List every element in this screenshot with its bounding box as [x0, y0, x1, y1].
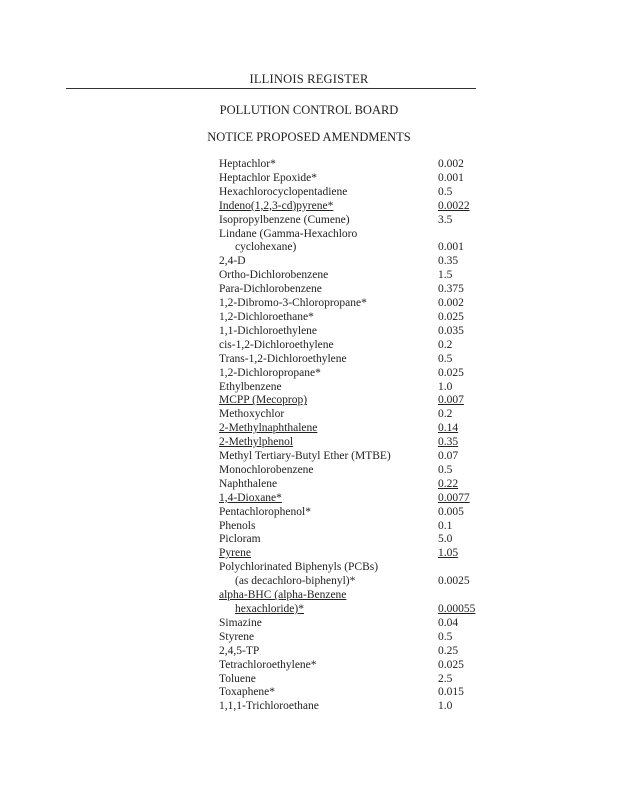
- table-row: [219, 492, 479, 506]
- table-row: [219, 228, 479, 242]
- table-row: [219, 269, 479, 283]
- chemical-value: 0.00055: [438, 603, 476, 615]
- table-row: [219, 255, 479, 269]
- table-row: [219, 506, 479, 520]
- chemical-name: 1,2-Dichloropropane*: [219, 366, 321, 379]
- table-row: [219, 422, 479, 436]
- register-title: ILLINOIS REGISTER: [249, 72, 369, 86]
- table-row: [219, 589, 479, 603]
- chemical-name: 1,4-Dioxane*: [219, 491, 282, 504]
- chemical-name: Heptachlor*: [219, 158, 276, 170]
- chemical-value: 1.0: [438, 700, 453, 713]
- chemical-name: alpha-BHC (alpha-Benzene: [219, 589, 347, 602]
- table-row: [219, 339, 479, 353]
- chemical-name: Isopropylbenzene (Cumene): [219, 213, 350, 226]
- chemical-name: Pyrene: [219, 547, 251, 560]
- standards-table: [219, 158, 479, 714]
- chemical-name: Hexachlorocyclopentadiene: [219, 185, 348, 198]
- chemical-value: 2.5: [438, 672, 453, 685]
- chemical-name: Methoxychlor: [219, 408, 285, 421]
- chemical-value: 1.5: [438, 269, 453, 282]
- chemical-value: 0.5: [438, 352, 453, 365]
- chemical-value: 0.25: [438, 644, 459, 657]
- table-row: [219, 200, 479, 214]
- chemical-value: [438, 228, 478, 242]
- header-rule: [66, 88, 476, 89]
- chemical-name: Phenols: [219, 519, 256, 532]
- table-row: [219, 214, 479, 228]
- chemical-name: Pentachlorophenol*: [219, 505, 311, 518]
- chemical-name: Lindane (Gamma-Hexachloro: [219, 227, 358, 240]
- table-row: [219, 158, 479, 172]
- table-row: [219, 700, 479, 714]
- chemical-value: 0.0077: [438, 491, 470, 504]
- chemical-value: 1.0: [438, 380, 453, 393]
- table-row: [219, 186, 479, 200]
- chemical-value: 1.05: [438, 547, 459, 560]
- chemical-name: 2-Methylphenol: [219, 436, 294, 449]
- chemical-value: 0.002: [438, 158, 464, 170]
- chemical-name: MCPP (Mecoprop): [219, 394, 308, 407]
- chemical-name: Toluene: [219, 672, 256, 685]
- chemical-name: Methyl Tertiary-Butyl Ether (MTBE): [219, 450, 391, 463]
- chemical-name: Picloram: [219, 533, 261, 546]
- table-row: [219, 478, 479, 492]
- table-row: [219, 353, 479, 367]
- table-row: [219, 297, 479, 311]
- chemical-name: Ortho-Dichlorobenzene: [219, 269, 329, 282]
- chemical-value: 0.002: [438, 297, 464, 310]
- chemical-value: 0.025: [438, 658, 464, 671]
- chemical-value: 0.015: [438, 686, 464, 699]
- chemical-name: Para-Dichlorobenzene: [219, 283, 322, 296]
- table-row: [219, 533, 479, 547]
- chemical-name: hexachloride)*: [235, 603, 304, 615]
- chemical-name: Styrene: [219, 630, 255, 643]
- table-row: [219, 241, 479, 255]
- table-row: [219, 547, 479, 561]
- chemical-value: 0.5: [438, 463, 453, 476]
- chemical-value: 0.025: [438, 310, 464, 323]
- table-row: [219, 325, 479, 339]
- chemical-value: 0.2: [438, 338, 453, 351]
- chemical-name: Heptachlor Epoxide*: [219, 171, 318, 184]
- chemical-name: Indeno(1,2,3-cd)pyrene*: [219, 199, 334, 212]
- board-name: POLLUTION CONTROL BOARD: [219, 103, 399, 117]
- chemical-name: Naphthalene: [219, 477, 278, 490]
- chemical-name: Toxaphene*: [219, 686, 276, 699]
- chemical-value: [438, 589, 478, 603]
- table-row: [219, 603, 479, 617]
- chemical-name: cyclohexane): [235, 241, 297, 254]
- chemical-value: 0.07: [438, 450, 459, 463]
- chemical-value: 0.35: [438, 255, 459, 268]
- table-row: [219, 645, 479, 659]
- chemical-value: [438, 561, 478, 575]
- chemical-name: 2,4-D: [219, 255, 246, 268]
- chemical-value: 0.5: [438, 630, 453, 643]
- table-row: [219, 367, 479, 381]
- chemical-name: cis-1,2-Dichloroethylene: [219, 338, 334, 351]
- table-row: [219, 673, 479, 687]
- table-row: [219, 617, 479, 631]
- chemical-name: Tetrachloroethylene*: [219, 658, 317, 671]
- chemical-value: 0.007: [438, 394, 464, 407]
- table-row: [219, 436, 479, 450]
- chemical-name: Trans-1,2-Dichloroethylene: [219, 352, 347, 365]
- table-row: [219, 311, 479, 325]
- chemical-name: 1,1,1-Trichloroethane: [219, 700, 319, 713]
- table-row: [219, 450, 479, 464]
- chemical-name: 1,1-Dichloroethylene: [219, 324, 318, 337]
- table-row: [219, 381, 479, 395]
- chemical-value: 0.0025: [438, 575, 470, 588]
- table-row: [219, 172, 479, 186]
- chemical-value: 0.375: [438, 283, 464, 296]
- chemical-name: Monochlorobenzene: [219, 463, 314, 476]
- chemical-name: 2,4,5-TP: [219, 644, 260, 657]
- notice-title: NOTICE PROPOSED AMENDMENTS: [207, 130, 411, 144]
- chemical-name: 1,2-Dichloroethane*: [219, 310, 314, 323]
- chemical-value: 0.1: [438, 519, 453, 532]
- table-row: [219, 575, 479, 589]
- chemical-name: 1,2-Dibromo-3-Chloropropane*: [219, 297, 367, 310]
- table-row: [219, 394, 479, 408]
- table-row: [219, 686, 479, 700]
- table-row: [219, 408, 479, 422]
- chemical-value: 3.5: [438, 213, 453, 226]
- chemical-value: 0.14: [438, 422, 459, 435]
- chemical-name: Polychlorinated Biphenyls (PCBs): [219, 561, 379, 574]
- chemical-value: 0.35: [438, 436, 459, 449]
- table-row: [219, 283, 479, 297]
- chemical-value: 0.0022: [438, 199, 470, 212]
- chemical-value: 0.035: [438, 324, 464, 337]
- chemical-value: 5.0: [438, 533, 453, 546]
- chemical-value: 0.025: [438, 366, 464, 379]
- table-row: [219, 659, 479, 673]
- table-row: [219, 631, 479, 645]
- table-row: [219, 561, 479, 575]
- chemical-value: 0.001: [438, 171, 464, 184]
- chemical-value: 0.04: [438, 616, 459, 629]
- chemical-value: 0.2: [438, 408, 453, 421]
- chemical-value: 0.001: [438, 241, 464, 254]
- table-row: [219, 464, 479, 478]
- chemical-name: 2-Methylnaphthalene: [219, 422, 318, 435]
- chemical-value: 0.5: [438, 185, 453, 198]
- chemical-value: 0.005: [438, 505, 464, 518]
- chemical-value: 0.22: [438, 477, 459, 490]
- chemical-name: Ethylbenzene: [219, 380, 282, 393]
- chemical-name: Simazine: [219, 616, 262, 629]
- table-row: [219, 520, 479, 534]
- chemical-name: (as decachloro-biphenyl)*: [235, 575, 356, 588]
